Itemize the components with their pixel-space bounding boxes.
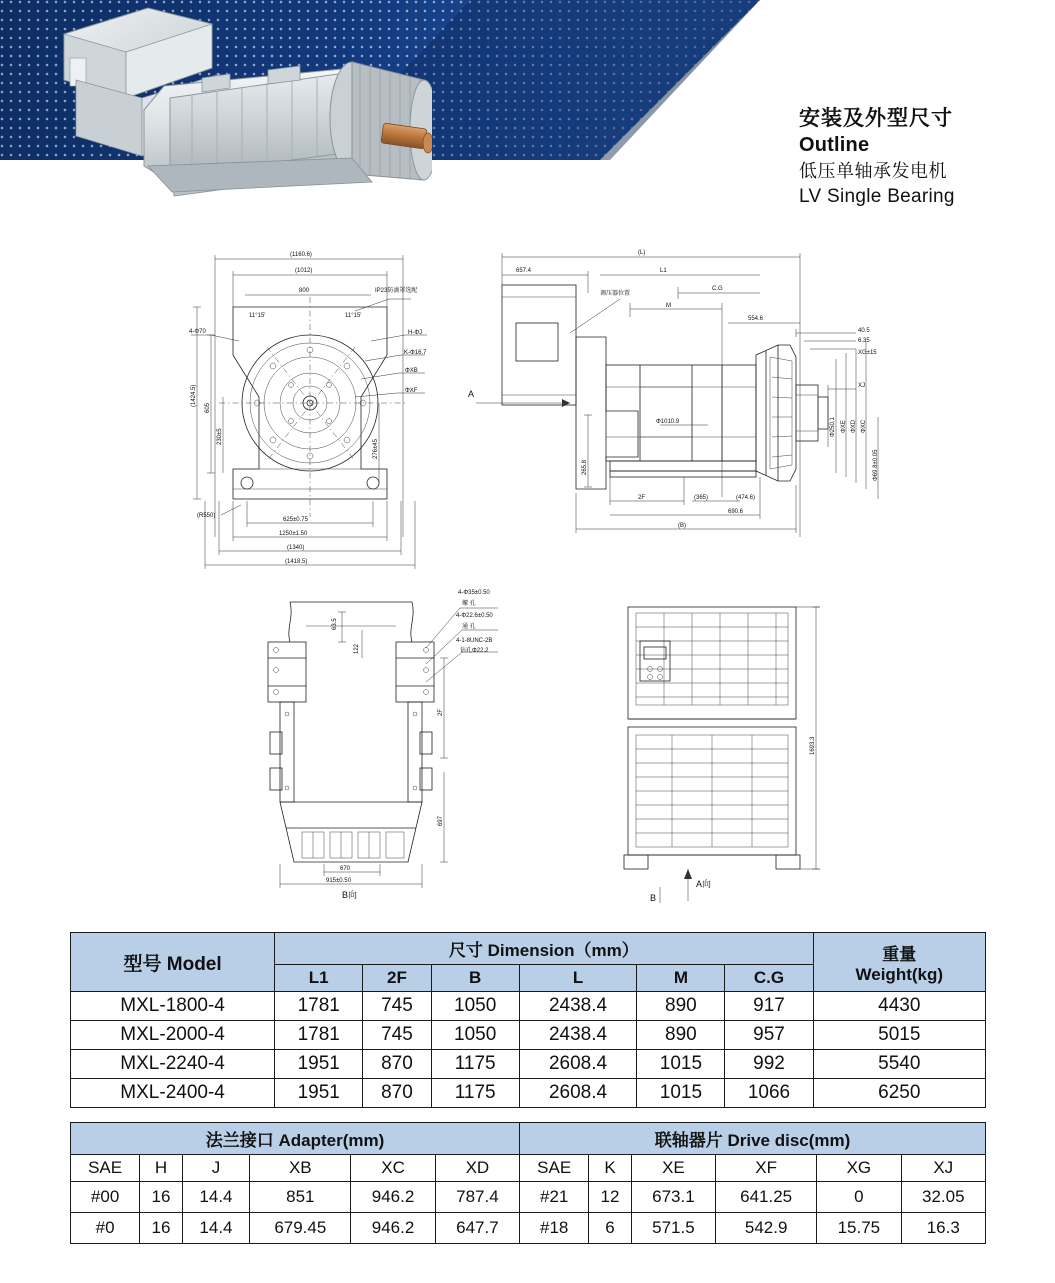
table-row bbox=[71, 1182, 986, 1213]
svg-text:螺 孔: 螺 孔 bbox=[462, 601, 476, 607]
cell-L: 2608.4 bbox=[519, 1079, 637, 1108]
end-view-drawing bbox=[600, 587, 860, 907]
svg-text:ΦXF: ΦXF bbox=[405, 388, 418, 394]
cell-XE: 673.1 bbox=[631, 1182, 715, 1213]
cell-CG: 917 bbox=[725, 992, 813, 1021]
cell-L: 2438.4 bbox=[519, 1021, 637, 1050]
cell-sae-drivedisc: #21 bbox=[520, 1182, 589, 1213]
svg-text:L1: L1 bbox=[660, 268, 667, 274]
header-col-H: H bbox=[140, 1155, 182, 1182]
generator-illustration bbox=[52, 6, 432, 221]
cell-model: MXL-1800-4 bbox=[71, 992, 275, 1021]
header-weight-line1: 重量 bbox=[882, 944, 917, 964]
header-col-XD: XD bbox=[435, 1155, 519, 1182]
cell-K: 12 bbox=[589, 1182, 631, 1213]
table-row bbox=[71, 1021, 986, 1050]
svg-text:230±5: 230±5 bbox=[217, 428, 223, 445]
cell-XG: 15.75 bbox=[817, 1213, 901, 1244]
table-row bbox=[71, 1079, 986, 1108]
cell-XD: 787.4 bbox=[435, 1182, 519, 1213]
cell-CG: 957 bbox=[725, 1021, 813, 1050]
svg-text:40.5: 40.5 bbox=[858, 328, 870, 334]
svg-text:Φ69.8±0.05: Φ69.8±0.05 bbox=[873, 449, 879, 481]
header-col-CG: C.G bbox=[725, 965, 813, 992]
svg-text:4-Φ22.6±0.50: 4-Φ22.6±0.50 bbox=[456, 613, 493, 619]
svg-text:IP23防滴罩选配: IP23防滴罩选配 bbox=[375, 288, 418, 294]
table-row bbox=[71, 992, 986, 1021]
header-col-K: K bbox=[589, 1155, 631, 1182]
cell-model: MXL-2400-4 bbox=[71, 1079, 275, 1108]
svg-text:6.35: 6.35 bbox=[858, 338, 870, 344]
svg-text:XG±15: XG±15 bbox=[858, 350, 877, 356]
front-view-drawing bbox=[175, 237, 435, 587]
header-col-SAE-drivedisc: SAE bbox=[520, 1155, 589, 1182]
svg-text:ΦXB: ΦXB bbox=[405, 368, 418, 374]
cell-weight: 5015 bbox=[813, 1021, 985, 1050]
svg-text:(1012): (1012) bbox=[295, 268, 313, 274]
svg-text:Φ250.1: Φ250.1 bbox=[830, 417, 836, 437]
svg-text:(B): (B) bbox=[678, 523, 686, 529]
svg-text:(L): (L) bbox=[638, 250, 646, 256]
cell-weight: 4430 bbox=[813, 992, 985, 1021]
svg-text:2F: 2F bbox=[638, 495, 646, 501]
cell-XE: 571.5 bbox=[631, 1213, 715, 1244]
cell-M: 1015 bbox=[637, 1079, 725, 1108]
cell-XF: 542.9 bbox=[716, 1213, 817, 1244]
svg-text:122: 122 bbox=[354, 643, 360, 654]
adapter-drivedisc-table bbox=[70, 1122, 986, 1244]
header-col-SAE-adapter: SAE bbox=[71, 1155, 140, 1182]
svg-text:C.G: C.G bbox=[712, 286, 723, 292]
cell-XB: 679.45 bbox=[250, 1213, 351, 1244]
svg-text:A向: A向 bbox=[696, 879, 712, 889]
svg-text:915±0.50: 915±0.50 bbox=[326, 878, 351, 884]
cell-model: MXL-2000-4 bbox=[71, 1021, 275, 1050]
header-col-XJ: XJ bbox=[901, 1155, 985, 1182]
svg-text:554.6: 554.6 bbox=[748, 316, 764, 322]
svg-text:通 孔: 通 孔 bbox=[462, 624, 476, 630]
cell-M: 1015 bbox=[637, 1050, 725, 1079]
cell-J: 14.4 bbox=[182, 1182, 250, 1213]
svg-text:ΦXE: ΦXE bbox=[841, 420, 847, 433]
svg-text:(1418.5): (1418.5) bbox=[285, 559, 308, 565]
page-header bbox=[0, 0, 1055, 232]
header-dimension: 尺寸 Dimension（mm） bbox=[275, 933, 813, 965]
header-title-cn: 安装及外型尺寸 bbox=[799, 107, 953, 130]
svg-text:657.4: 657.4 bbox=[516, 268, 532, 274]
svg-text:63.5: 63.5 bbox=[332, 618, 338, 630]
cell-L1: 1781 bbox=[275, 992, 363, 1021]
svg-text:11°15': 11°15' bbox=[345, 313, 362, 319]
svg-text:M: M bbox=[666, 303, 671, 309]
bottom-view-drawing bbox=[250, 582, 510, 902]
svg-text:(1424.5): (1424.5) bbox=[191, 384, 197, 407]
technical-drawings bbox=[0, 232, 1055, 922]
header-col-L: L bbox=[519, 965, 637, 992]
svg-text:B: B bbox=[650, 893, 657, 903]
header-col-B: B bbox=[431, 965, 519, 992]
header-title-block bbox=[799, 106, 1029, 208]
cell-B: 1050 bbox=[431, 1021, 519, 1050]
svg-text:4-1-8UNC-2B: 4-1-8UNC-2B bbox=[456, 638, 493, 644]
svg-text:605: 605 bbox=[205, 402, 211, 413]
cell-B: 1175 bbox=[431, 1079, 519, 1108]
cell-sae-adapter: #00 bbox=[71, 1182, 140, 1213]
cell-M: 890 bbox=[637, 1021, 725, 1050]
table-row bbox=[71, 1213, 986, 1244]
svg-text:(474.6): (474.6) bbox=[736, 495, 756, 501]
cell-M: 890 bbox=[637, 992, 725, 1021]
cell-2F: 745 bbox=[363, 1021, 431, 1050]
cell-weight: 6250 bbox=[813, 1079, 985, 1108]
svg-text:(1160.6): (1160.6) bbox=[290, 252, 312, 258]
header-weight bbox=[813, 933, 985, 992]
header-drivedisc-group: 联轴器片 Drive disc(mm) bbox=[520, 1123, 986, 1155]
svg-text:265.8: 265.8 bbox=[582, 459, 588, 475]
cell-L1: 1951 bbox=[275, 1050, 363, 1079]
header-weight-line2: Weight(kg) bbox=[855, 964, 944, 984]
svg-text:11°15': 11°15' bbox=[249, 313, 266, 319]
dimension-table bbox=[70, 932, 986, 1108]
header-col-2F: 2F bbox=[363, 965, 431, 992]
dimension-table-wrap bbox=[70, 932, 986, 1108]
svg-text:4-Φ35±0.50: 4-Φ35±0.50 bbox=[458, 590, 490, 596]
cell-J: 14.4 bbox=[182, 1213, 250, 1244]
cell-H: 16 bbox=[140, 1182, 182, 1213]
svg-text:H-ΦJ: H-ΦJ bbox=[408, 330, 423, 336]
header-adapter-group: 法兰接口 Adapter(mm) bbox=[71, 1123, 520, 1155]
table-row bbox=[71, 1050, 986, 1079]
svg-text:1250±1.50: 1250±1.50 bbox=[279, 531, 308, 537]
cell-XJ: 16.3 bbox=[901, 1213, 985, 1244]
svg-text:K-Φ16.7: K-Φ16.7 bbox=[404, 350, 427, 356]
cell-sae-adapter: #0 bbox=[71, 1213, 140, 1244]
header-subtitle-cn: 低压单轴承发电机 bbox=[799, 161, 947, 182]
svg-text:ΦXD: ΦXD bbox=[851, 419, 857, 433]
header-col-J: J bbox=[182, 1155, 250, 1182]
header-title-en: Outline bbox=[799, 134, 870, 157]
cell-XG: 0 bbox=[817, 1182, 901, 1213]
cell-CG: 1066 bbox=[725, 1079, 813, 1108]
svg-text:调压器位置: 调压器位置 bbox=[600, 291, 631, 297]
svg-text:B向: B向 bbox=[342, 890, 358, 900]
svg-text:800: 800 bbox=[299, 288, 310, 294]
cell-weight: 5540 bbox=[813, 1050, 985, 1079]
svg-text:A: A bbox=[468, 389, 475, 399]
cell-CG: 992 bbox=[725, 1050, 813, 1079]
svg-text:697: 697 bbox=[438, 815, 444, 826]
header-col-L1: L1 bbox=[275, 965, 363, 992]
svg-text:670: 670 bbox=[340, 866, 351, 872]
svg-text:(365): (365) bbox=[694, 495, 709, 501]
cell-L: 2438.4 bbox=[519, 992, 637, 1021]
header-col-XC: XC bbox=[351, 1155, 435, 1182]
cell-XD: 647.7 bbox=[435, 1213, 519, 1244]
svg-text:2F: 2F bbox=[438, 708, 444, 716]
cell-XB: 851 bbox=[250, 1182, 351, 1213]
header-col-XF: XF bbox=[716, 1155, 817, 1182]
cell-K: 6 bbox=[589, 1213, 631, 1244]
svg-text:ΦXC: ΦXC bbox=[861, 419, 867, 433]
cell-L1: 1951 bbox=[275, 1079, 363, 1108]
cell-H: 16 bbox=[140, 1213, 182, 1244]
header-col-XE: XE bbox=[631, 1155, 715, 1182]
cell-B: 1175 bbox=[431, 1050, 519, 1079]
side-view-drawing bbox=[460, 237, 930, 587]
cell-model: MXL-2240-4 bbox=[71, 1050, 275, 1079]
svg-text:4-Φ70: 4-Φ70 bbox=[189, 329, 206, 335]
svg-text:1693.3: 1693.3 bbox=[810, 736, 816, 755]
cell-2F: 870 bbox=[363, 1050, 431, 1079]
cell-sae-drivedisc: #18 bbox=[520, 1213, 589, 1244]
header-col-XG: XG bbox=[817, 1155, 901, 1182]
header-subtitle-en: LV Single Bearing bbox=[799, 185, 955, 207]
svg-text:Φ1010.9: Φ1010.9 bbox=[656, 419, 680, 425]
cell-XF: 641.25 bbox=[716, 1182, 817, 1213]
cell-B: 1050 bbox=[431, 992, 519, 1021]
svg-text:625±0.75: 625±0.75 bbox=[283, 517, 308, 523]
svg-text:钻孔Φ22.2: 钻孔Φ22.2 bbox=[460, 648, 489, 654]
cell-XC: 946.2 bbox=[351, 1182, 435, 1213]
svg-text:(1340): (1340) bbox=[287, 545, 305, 551]
header-model: 型号 Model bbox=[71, 933, 275, 992]
cell-2F: 870 bbox=[363, 1079, 431, 1108]
cell-L: 2608.4 bbox=[519, 1050, 637, 1079]
header-col-XB: XB bbox=[250, 1155, 351, 1182]
cell-XC: 946.2 bbox=[351, 1213, 435, 1244]
svg-text:690.6: 690.6 bbox=[728, 509, 744, 515]
header-col-M: M bbox=[637, 965, 725, 992]
adapter-table-wrap bbox=[70, 1122, 986, 1244]
cell-L1: 1781 bbox=[275, 1021, 363, 1050]
svg-text:(R550): (R550) bbox=[197, 513, 216, 519]
cell-2F: 745 bbox=[363, 992, 431, 1021]
svg-text:276±45: 276±45 bbox=[373, 439, 379, 459]
svg-text:XJ: XJ bbox=[858, 383, 866, 389]
cell-XJ: 32.05 bbox=[901, 1182, 985, 1213]
